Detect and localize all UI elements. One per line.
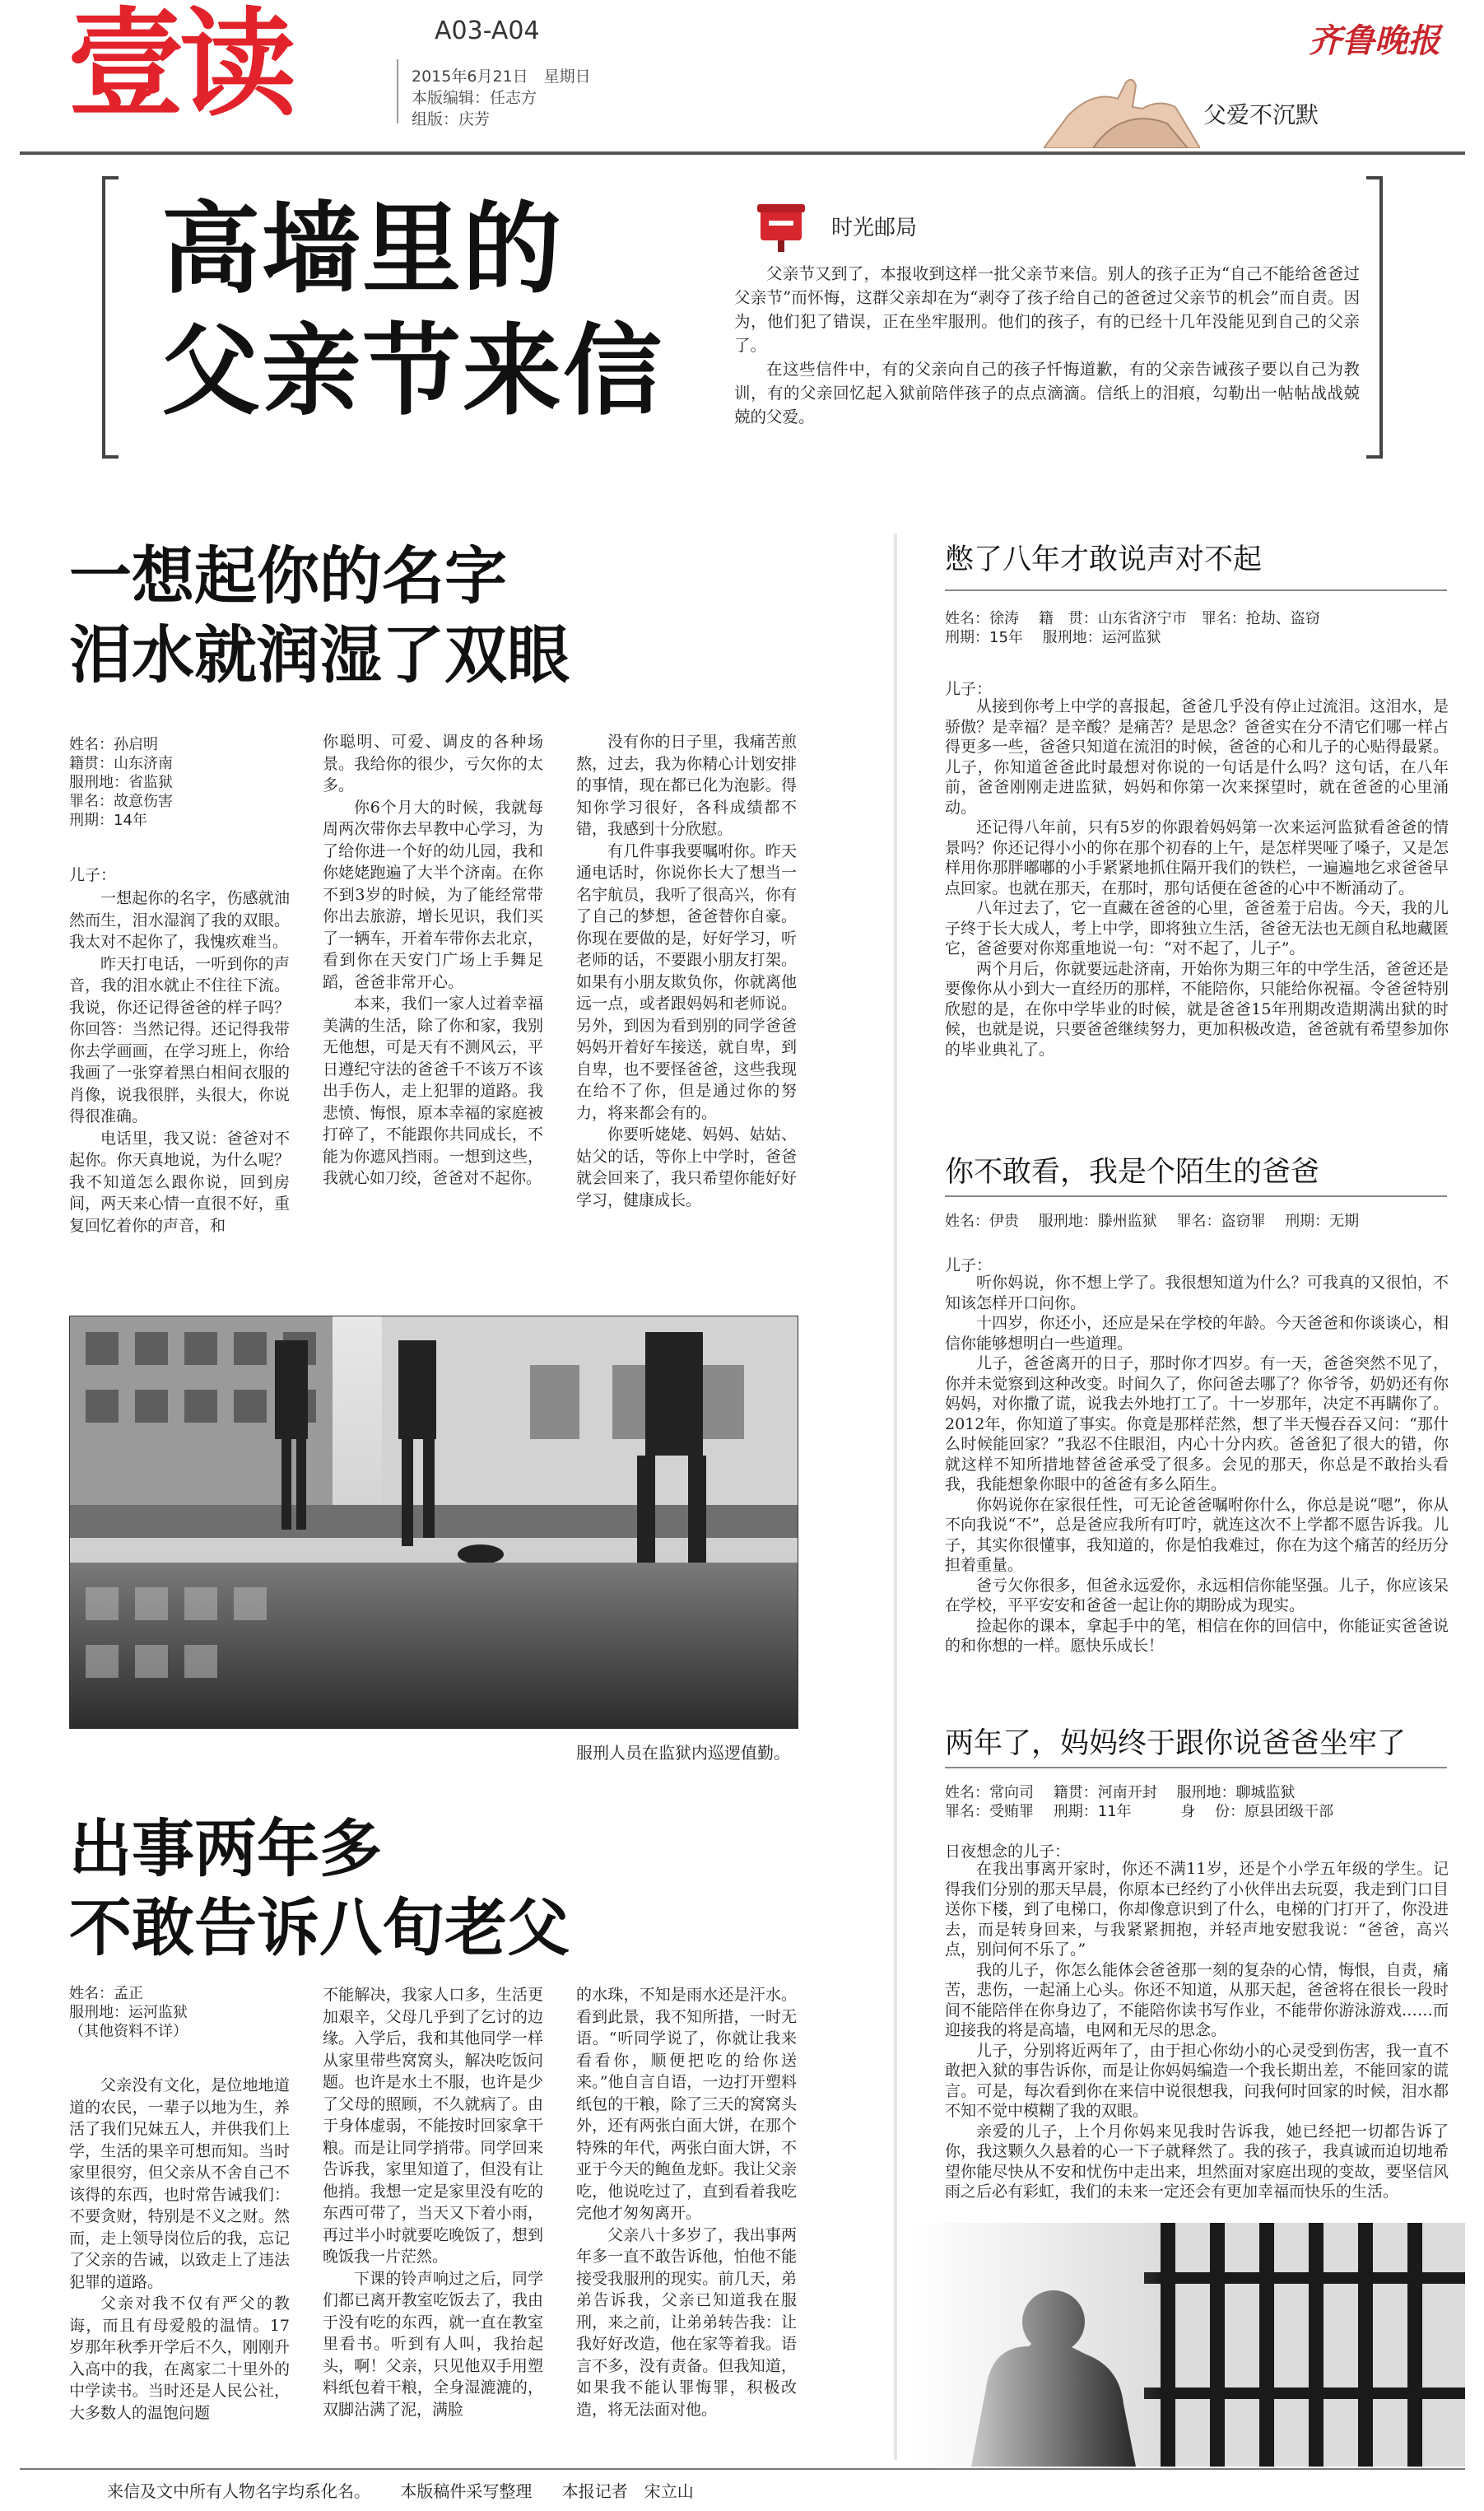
letter3-body [945,1859,1449,2202]
article2-title [69,1810,570,1968]
article1-col3 [576,731,797,1211]
paragraph: 还记得八年前，只有5岁的你跟着妈妈第一次来运河监狱看爸爸的情景吗？你还记得小小的你在那个初春的上午，是怎样哭哑了嗓子，又是怎样用你那胖嘟嘟的小手紧紧地抓住隔开我们的铁栏，一遍遍地乞求爸爸早点回家。也就在那天，在那时，那句话便在爸爸的心中不断涌动了。 [945,818,1449,897]
page-range: A03-A04 [435,16,540,45]
letter1-body [945,696,1449,1060]
prison-patrol-photo [69,1316,798,1729]
letter3-greeting: 日夜想念的儿子： [945,1842,1071,1861]
footer-note: 来信及文中所有人物名字均系化名。 [107,2481,370,2501]
info-line: 刑期：15年 服刑地：运河监狱 [945,629,1161,646]
issue-date: 2015年6月21日 星期日 [412,68,591,86]
letter1-greeting: 儿子： [945,680,993,698]
article1-info [69,735,173,830]
article2-info [69,1984,188,2041]
paragraph: 两个月后，你就要远赴济南，开始你为期三年的中学生活，爸爸还是要像你从小到大一直经历的那样，不能陪你，只能给你祝福。令爸爸特别欣慰的是，在你中学毕业的时候，就是爸爸15年刑期改造期满出狱的时候，也就是说，只要爸爸继续努力，更加积极改造，爸爸就有希望参加你的毕业典礼了。 [945,959,1449,1059]
feature-intro [734,262,1360,429]
paragraph: 捡起你的课本，拿起手中的笔，相信在你的回信中，你能证实爸爸说的和你想的一样。愿快乐成长！ [945,1616,1449,1655]
paragraph: 没有你的日子里，我痛苦煎熬，过去，我为你精心计划安排的事情，现在都已化为泡影。得知你学习很好，各科成绩都不错，我感到十分欣慰。 [576,733,797,838]
letter2-greeting: 儿子： [945,1256,993,1274]
pinky-promise-hands-icon [1044,58,1200,148]
info-other: （其他资料不详） [69,2023,188,2040]
info-prison: 服刑地：运河监狱 [69,2004,188,2021]
info-term: 刑期：14年 [69,812,147,829]
letter3-rule [945,1767,1447,1768]
mailbox-icon [756,198,807,252]
letter2-rule [945,1195,1447,1197]
paragraph: 有几件事我要嘱咐你。昨天通电话时，你说你长大了想当一名宇航员，我听了很高兴，你有了自己的梦想，爸爸替你自豪。你现在要做的是，好好学习，听老师的话，不要跟小朋友打架。如果有小朋友欺负你，你就离他远一点，或者跟妈妈和老师说。另外，到因为看到别的同学爸爸妈妈开着好车接送，就自卑，到自卑，也不要怪爸爸，这些我现在给不了你，但是通过你的努力，将来都会有的。 [576,841,797,1122]
paragraph: 本来，我们一家人过着幸福美满的生活，除了你和家，我别无他想，可是天有不测风云，平日遵纪守法的爸爸千不该万不该出手伤人，走上犯罪的道路。我悲愤、悔恨，原本幸福的家庭被打碎了，不能跟你共同成长，不能为你遮风挡雨。一想到这些，我就心如刀绞，爸爸对不起你。 [323,995,543,1187]
article1-col1 [69,887,290,1237]
column-label: 时光邮局 [831,216,918,240]
layout-editor: 组版：庆芳 [412,110,491,128]
info-line: 罪名：受贿罪 刑期：11年 身 份：原县团级干部 [945,1803,1334,1820]
paragraph: 下课的铃声响过之后，同学们都已离开教室吃饭去了，我由于没有吃的东西，就一直在教室里看书。听到有人叫，我抬起头，啊！父亲，只见他双手用塑料纸包着干粮，全身湿漉漉的，双脚沾满了泥，满脸 [323,2269,543,2419]
article2-title-line2: 不敢告诉八旬老父 [69,1891,570,1964]
paragraph: 不能解决，我家人口多，生活更加艰辛，父母几乎到了乞讨的边缘。入学后，我和其他同学一样从家里带些窝窝头，解决吃饭问题。也许是水土不服，也许是少了父母的照顾，不久就病了。由于身体虚弱，不能按时回家拿干粮。而是让同学捎带。同学回来告诉我，家里知道了，但没有让他捎。我想一定是家里没有吃的东西可带了，当天又下着小雨，再过半小时就要吃晚饭了，想到晚饭我一片茫然。 [323,1986,543,2266]
article1-col2 [323,731,543,1190]
letter1-info [945,609,1320,647]
article2-col3 [576,1984,797,2420]
intro-paragraph: 在这些信件中，有的父亲向自己的孩子忏悔道歉，有的父亲告诫孩子要以自己为教训，有的父亲回忆起入狱前陪伴孩子的点点滴滴。信纸上的泪痕，勾勒出一帖帖战战兢兢的父爱。 [734,360,1360,426]
paragraph: 听你妈说，你不想上学了。我很想知道为什么？可我真的又很怕，不知该怎样开口问你。 [945,1274,1449,1312]
section-logo: 壹读 [67,0,291,133]
paragraph: 你妈说你在家很任性，可无论爸爸嘱咐你什么，你总是说“嗯”，你从不向我说“不”，总是爸应我所有叮咛，就连这次不上学都不愿告诉我。儿子，其实你很懂事，我知道的，你是怕我难过，你在为这个痛苦的经历分担着重量。 [945,1495,1449,1574]
article1-title-line1: 一想起你的名字 [69,539,507,613]
newspaper-brand: 齐鲁晚报 [1309,21,1440,60]
feature-title-line1: 高墙里的 [161,193,563,307]
paragraph: 儿子，分别将近两年了，由于担心你幼小的心灵受到伤害，我一直不敢把入狱的事告诉你，而是让你妈妈编造一个我长期出差，不能回家的谎言。可是，每次看到你在来信中说很想我，问我何时回家的时候，泪水都不知不觉中模糊了我的双眼。 [945,2041,1449,2120]
letter3-info [945,1783,1333,1821]
photo-caption: 服刑人员在监狱内巡逻值勤。 [576,1743,790,1763]
paragraph: 昨天打电话，一听到你的声音，我的泪水就止不住往下流。我说，你还记得爸爸的样子吗？你回答：当然记得。还记得我带你去学画画，在学习班上，你给我画了一张穿着黑白相间衣服的肖像，说我很胖，头很大，你说得很准确。 [69,954,290,1125]
letter2-title: 你不敢看，我是个陌生的爸爸 [945,1156,1320,1189]
paragraph: 在我出事离开家时，你还不满11岁，还是个小学五年级的学生。记得我们分别的那天早晨，你原本已经约了小伙伴出去玩耍，我走到门口目送你下楼，到了电梯口，你却像意识到了什么，电梯的门打开了，你没进去，而是转身回来，与我紧紧拥抱，并轻声地安慰我说：“爸爸，高兴点，别问何不乐了。” [945,1860,1449,1959]
paragraph: 你6个月大的时候，我就每周两次带你去早教中心学习，为了给你进一个好的幼儿园，我和你姥姥跑遍了大半个济南。在你不到3岁的时候，为了能经常带你出去旅游，增长见识，我们买了一辆车，开着车带你去北京，看到你在天安门广场上手舞足蹈，爸爸非常开心。 [323,798,543,991]
paragraph: 一想起你的名字，伤感就油然而生，泪水湿润了我的双眼。我太对不起你了，我愧疚难当。 [69,889,290,951]
info-origin: 籍贯：山东济南 [69,755,173,772]
article2-col1 [69,2075,290,2424]
paragraph: 从接到你考上中学的喜报起，爸爸几乎没有停止过流泪。这泪水，是骄傲？是幸福？是辛酸？是痛苦？是思念？爸爸实在分不清它们哪一样占得更多一些，爸爸只知道在流泪的时候，爸爸的心和儿子的心贴得最紧。儿子，你知道爸爸此时最想对你说的一句话是什么吗？这句话，在八年前，爸爸刚刚走进监狱，妈妈和你第一次来探望时，就在爸爸的心里涌动。 [945,697,1449,817]
article1-greeting: 儿子： [69,866,117,884]
article1-title [69,537,570,695]
letter2-info: 姓名：伊贵 服刑地：滕州监狱 罪名：盗窃罪 刑期：无期 [945,1213,1360,1230]
paragraph: 我的儿子，你怎么能体会爸爸那一刻的复杂的心情，悔恨，自责，痛苦，悲伤，一起涌上心头。你还不知道，从那天起，爸爸将在很长一段时间不能陪伴在你身边了，不能陪你读书写作业，不能带你游泳游戏……而迎接我的将是高墙，电网和无尽的思念。 [945,1960,1449,2039]
paragraph: 亲爱的儿子，上个月你妈来见我时告诉我，她已经把一切都告诉了你，我这颗久久悬着的心一下子就释然了。我的孩子，我真诚而迫切地希望你能尽快从不安和忧伤中走出来，坦然面对家庭出现的变故，要坚信风雨之后必有彩虹，我们的未来一定还会有更加幸福而快乐的生活。 [945,2122,1449,2201]
article1-title-line2: 泪水就润湿了双眼 [69,618,570,692]
info-prison: 服刑地：省监狱 [69,774,173,791]
info-crime: 罪名：故意伤害 [69,793,173,810]
paragraph: 儿子，爸爸离开的日子，那时你才四岁。有一天，爸爸突然不见了，你并未觉察到这种改变。时间久了，你问爸去哪了？你爷爷，奶奶还有你妈妈，对你撒了谎，说我去外地打工了。十一岁那年，决定不再瞒你了。2012年，你知道了事实。你竟是那样茫然，想了半天慢吞吞又问：“那什么时候能回家？”我忍不住眼泪，内心十分内疚。爸爸犯了很大的错，你就这样不知所措地替爸爸承受了很多。会见的那天，你总是不敢抬头看我，我能想象你眼中的爸爸有多么陌生。 [945,1354,1449,1493]
info-name: 姓名：孟正 [69,1985,143,2002]
header-rule [20,151,1465,155]
footer-compiler: 本版稿件采写整理 [400,2481,533,2501]
letter1-rule [945,589,1447,591]
paragraph: 父亲八十多岁了，我出事两年多一直不敢告诉他，怕他不能接受我服刑的现实。前几天，弟弟告诉我，父亲已知道我在服刑，来之前，让弟弟转告我：让我好好改造，他在家等着我。语言不多，没有责备。但我知道，如果我不能认罪悔罪，积极改造，将无法面对他。 [576,2225,797,2419]
paragraph: 十四岁，你还小，还应是呆在学校的年龄。今天爸爸和你谈谈心，相信你能够想明白一些道理。 [945,1314,1449,1353]
letter3-title: 两年了，妈妈终于跟你说爸爸坐牢了 [945,1727,1407,1760]
sidebar-divider [894,533,897,2460]
paragraph: 父亲没有文化，是位地地道道的农民，一辈子以地为生，养活了我们兄妹五人，并供我们上学，生活的果辛可想而知。当时家里很穷，但父亲从不舍自己不该得的东西，也时常告诫我们：不要贪财，特别是不义之财。然而，走上领导岗位后的我，忘记了父亲的告诫，以致走上了违法犯罪的道路。 [69,2076,290,2291]
intro-paragraph: 父亲节又到了，本报收到这样一批父亲节来信。别人的孩子正为“自己不能给爸爸过父亲节”而怀悔，这群父亲却在为“剥夺了孩子给自己的爸爸过父亲节的机会”而自责。因为，他们犯了错误，正在坐牢服刑。他们的孩子，有的已经十几年没能见到自己的父亲了。 [734,264,1360,355]
paragraph: 你聪明、可爱、调皮的各种场景。我给你的很少，亏欠你的太多。 [323,733,543,794]
paragraph: 八年过去了，它一直藏在爸爸的心里，爸爸羞于启齿。今天，我的儿子终于长大成人，考上中学，即将独立生活，爸爸无法也无颜自私地藏匿它，爸爸要对你郑重地说一句：“对不起了，儿子”。 [945,899,1449,957]
page-editor: 本版编辑：任志方 [412,89,537,107]
info-line: 姓名：徐涛 籍 贯：山东省济宁市 罪名：抢劫、盗窃 [945,610,1320,627]
feature-title-line2: 父亲节来信 [161,314,663,429]
prison-bars-illustration [914,2223,1465,2467]
letter1-title: 憋了八年才敢说声对不起 [945,543,1263,576]
paragraph: 父亲对我不仅有严父的教诲，而且有母爱般的温情。17岁那年秋季开学后不久，刚刚升入高中的我，在离家二十里外的中学读书。当时还是人民公社，大多数人的温饱问题 [69,2294,290,2422]
letter2-body [945,1273,1449,1656]
paragraph: 爸亏欠你很多，但爸永远爱你，永远相信你能坚强。儿子，你应该呆在学校，平平安安和爸爸一起让你的期盼成为现实。 [945,1576,1449,1614]
article2-title-line1: 出事两年多 [69,1812,382,1885]
title-bracket-left [102,176,119,459]
footer-rule [20,2468,1465,2470]
article2-col2 [323,1984,543,2420]
page-slogan: 父爱不沉默 [1203,101,1319,128]
title-bracket-right [1366,176,1383,459]
info-name: 姓名：孙启明 [69,736,158,753]
paragraph: 你要听姥姥、妈妈、姑姑、姑父的话，等你上中学时，爸爸就会回来了，我只希望你能好好学习，健康成长。 [576,1125,797,1209]
masthead-divider [397,59,398,123]
paragraph: 电话里，我又说：爸爸对不起你。你天真地说，为什么呢？我不知道怎么跟你说，回到房间，两天来心情一直很不好，重复回忆着你的声音，和 [69,1129,290,1235]
footer-reporter: 本报记者 宋立山 [561,2481,694,2501]
paragraph: 的水珠，不知是雨水还是汗水。看到此景，我不知所措，一时无语。“听同学说了，你就让我来看看你，顺便把吃的给你送来。”他自言自语，一边打开塑料纸包的干粮，除了三天的窝窝头外，还有两张白面大饼，在那个特殊的年代，两张白面大饼，不亚于今天的鲍鱼龙虾。我让父亲吃，他说吃过了，直到看着我吃完他才匆匆离开。 [576,1986,797,2222]
info-line: 姓名：常向司 籍贯：河南开封 服刑地：聊城监狱 [945,1784,1296,1801]
footer [107,2478,719,2502]
